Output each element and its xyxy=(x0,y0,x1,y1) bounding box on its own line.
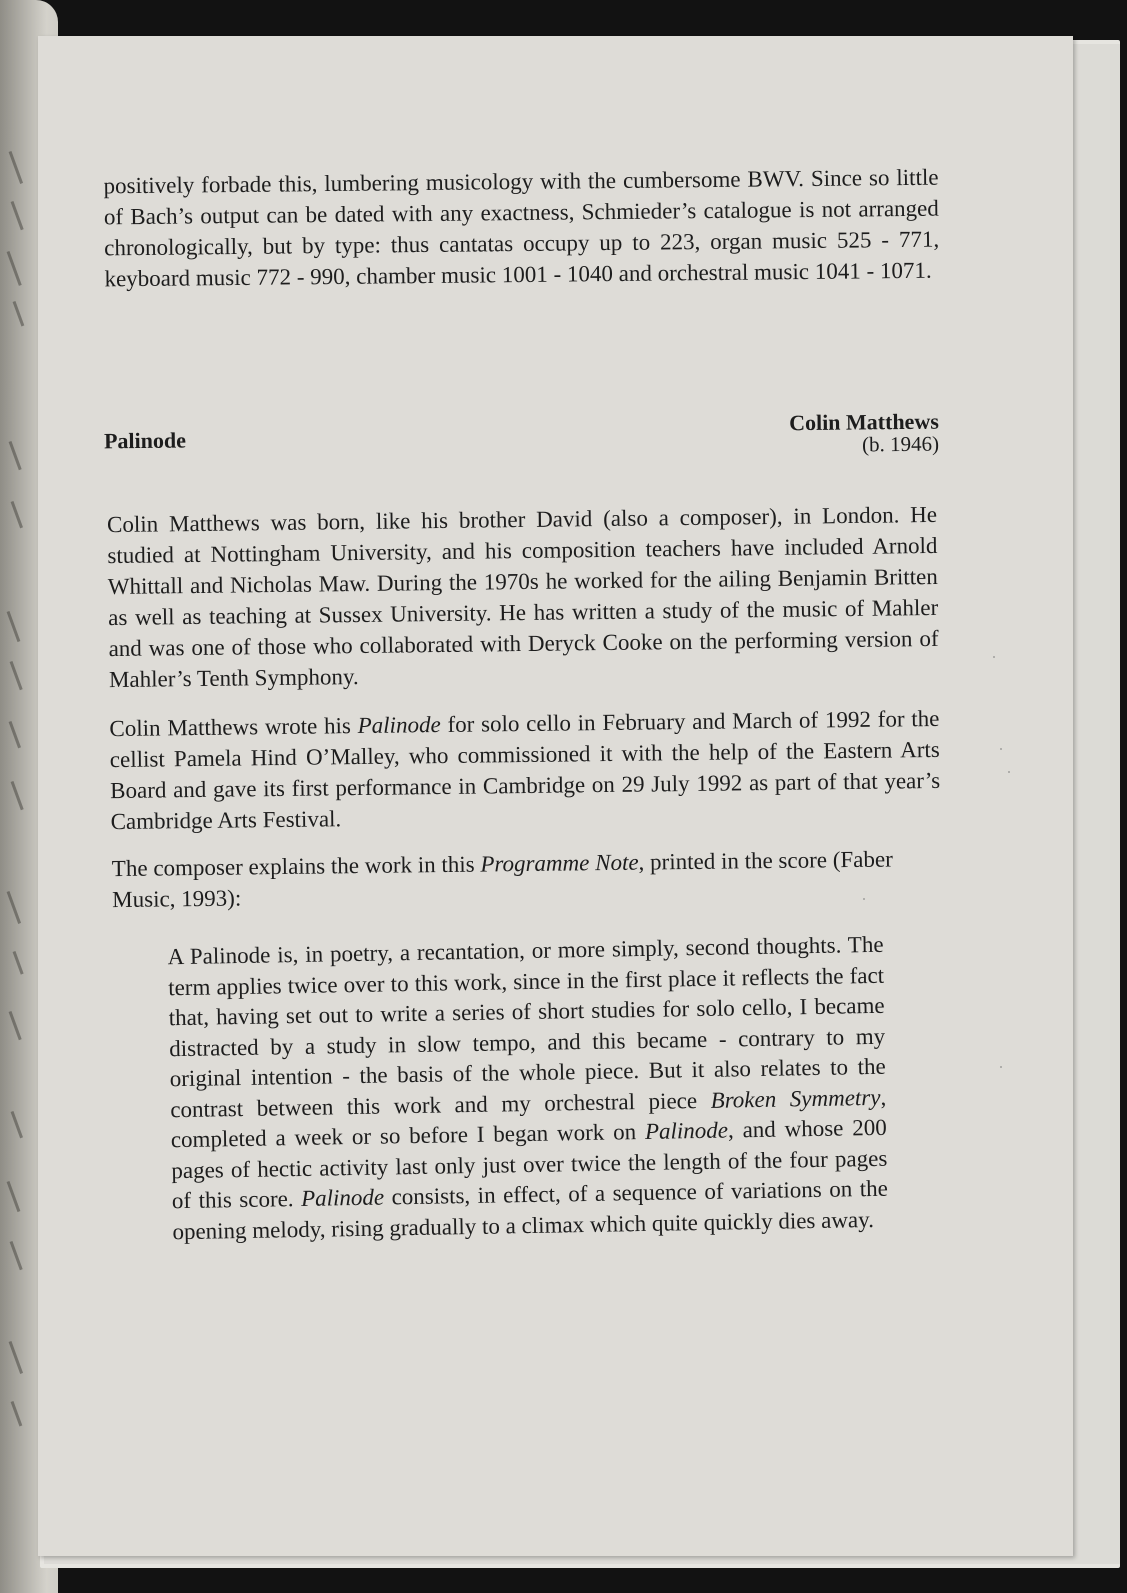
paper-speck xyxy=(1008,771,1010,773)
commission-text-a: Colin Matthews wrote his xyxy=(109,713,358,742)
composer-name: Colin Matthews xyxy=(788,408,939,436)
piece-title: Palinode xyxy=(103,427,187,454)
intro-text-a: The composer explains the work in this xyxy=(111,851,481,882)
quote-italic-palinode-1: Palinode xyxy=(644,1117,729,1144)
composer-block xyxy=(789,410,939,456)
intro-italic: Programme Note xyxy=(480,849,639,877)
facing-page-bleed-through xyxy=(2,0,42,1593)
composer-dates: (b. 1946) xyxy=(861,431,940,457)
quote-italic-broken-symmetry: Broken Symmetry xyxy=(710,1084,881,1113)
quote-italic-palinode-2: Palinode xyxy=(300,1184,385,1211)
quote-text-3: , and whose 200 pages of hectic activity last only just over twice the length of the four pages of this score. xyxy=(171,1114,888,1214)
paper-speck xyxy=(1000,748,1002,750)
paragraph-biography: Colin Matthews was born, like his brother David (also a composer), in London. He studied at Nottingham University, and his composition teachers have included Arnold Whittall and Nicholas Maw. During the 1970s he worked for the ailing Benjamin Britten as well as teaching at Sussex University. He has written a study of the music of Mahler and was one of those who collaborated with Deryck Cooke on the performing version of Mahler’s Tenth Symphony. xyxy=(106,501,939,693)
paper-speck xyxy=(1000,1066,1002,1068)
piece-heading xyxy=(104,406,940,475)
document-page xyxy=(38,36,1073,1556)
intro-text-b: , printed in the score (Faber Music, 1993): xyxy=(112,846,893,913)
commission-work-title: Palinode xyxy=(357,712,441,739)
paragraph-programme-note-intro xyxy=(112,843,943,915)
quote-text-1: A Palinode is, in poetry, a recantation, or more simply, second thoughts. The term applies twice over to this work, since in the first place it reflects the fact that, having set out to write a series of short studies for solo cello, I became distracted by a study in slow tempo, and this became - contrary to my original intention - the basis of the whole piece. But it also relates to the contrast between this work and my orchestral piece xyxy=(167,931,886,1122)
paper-speck xyxy=(863,898,865,900)
quote-text-4: consists, in effect, of a sequence of variations on the opening melody, rising gradually to a climax which quite quickly dies away. xyxy=(172,1175,889,1244)
quote-text-2: , completed a week or so before I began work on xyxy=(170,1084,887,1153)
paragraph-bwv-catalogue: positively forbade this, lumbering musicology with the cumbersome BWV. Since so little of Bach’s output can be dated with any exactness, Schmieder’s catalogue is not arranged chronologically, but by type: thus cantatas occupy up to 223, organ music 525 - 771, keyboard music 772 - 990, chamber music 1001 - 1040 and orchestral music 1041 - 1071. xyxy=(103,164,940,292)
commission-text-b: for solo cello in February and March of 1992 for the cellist Pamela Hind O’Malley, who commissioned it with the help of the Eastern Arts Board and gave its first performance in Cambridge on 29 July 1992 as part of that year’s Cambridge Arts Festival. xyxy=(109,705,941,835)
paper-speck xyxy=(993,656,995,658)
programme-note-quote xyxy=(167,930,888,1247)
paragraph-commission xyxy=(109,703,940,837)
